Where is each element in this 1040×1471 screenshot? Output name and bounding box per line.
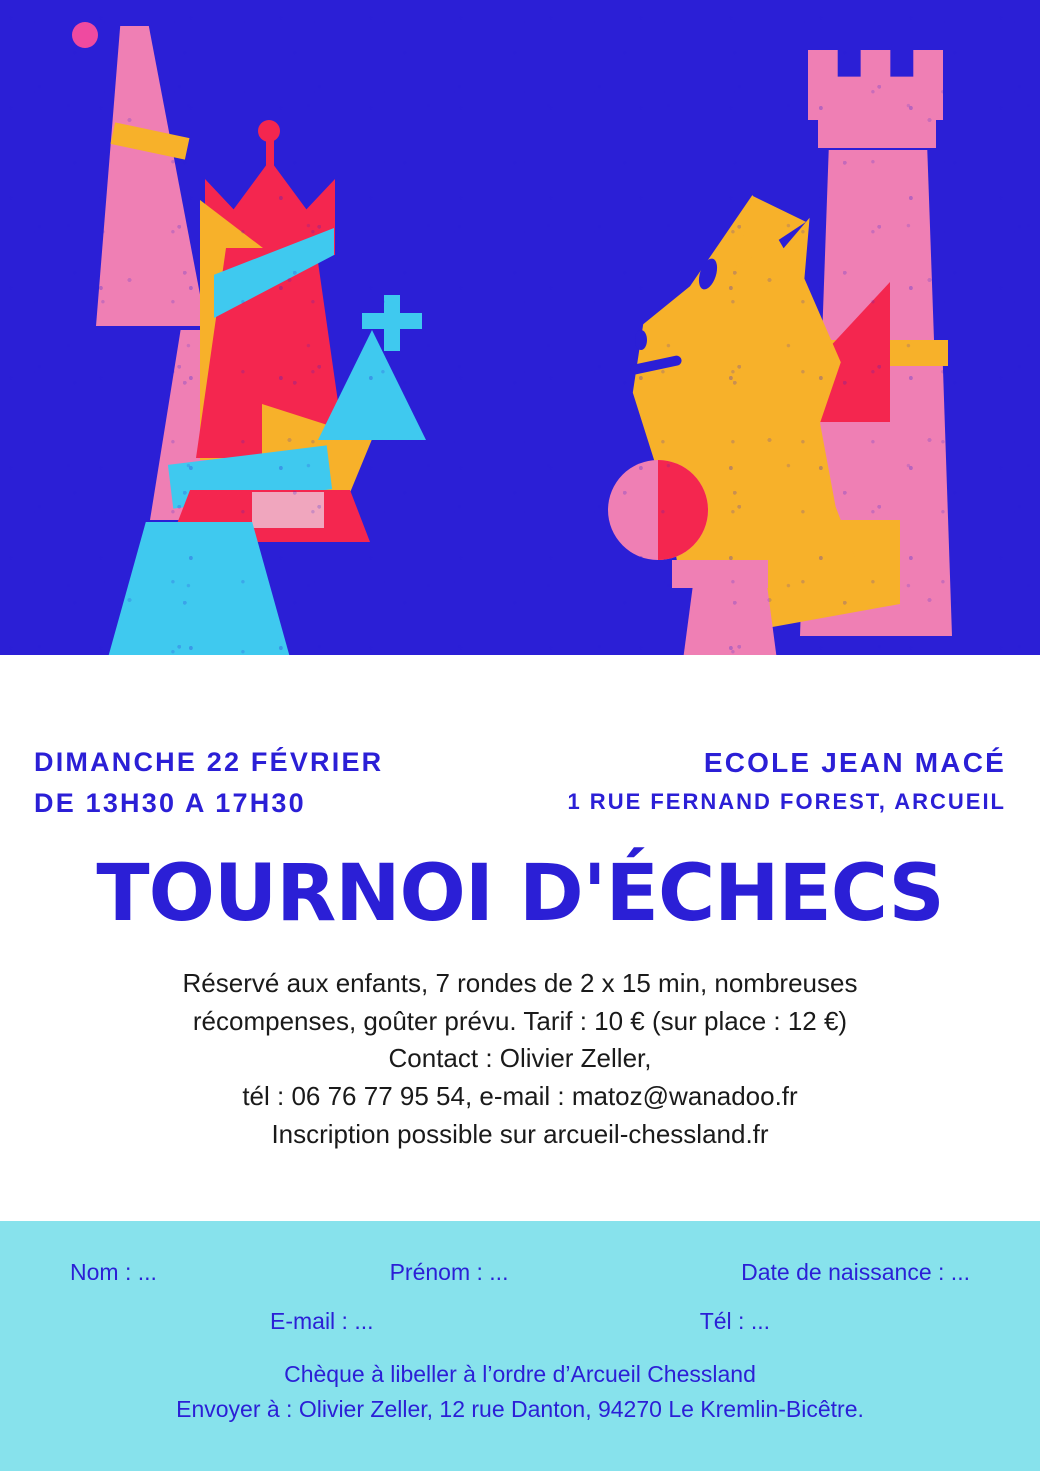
page-title: TOURNOI D'ÉCHECS	[96, 849, 944, 939]
description-line-4: tél : 06 76 77 95 54, e-mail : matoz@wanadoo.fr	[242, 1081, 798, 1112]
rook-crenellation-icon	[808, 50, 943, 120]
pink-strip-shape	[252, 492, 324, 528]
poster-artwork	[0, 0, 1040, 655]
pawn-body-shape	[678, 588, 782, 655]
knight-nostril-shape	[635, 330, 647, 350]
poster-info	[0, 655, 1040, 1221]
pawn-neck-shape	[672, 560, 768, 588]
event-date-block	[34, 747, 383, 819]
description-line-3: Contact : Olivier Zeller,	[388, 1043, 652, 1074]
description-line-1: Réservé aux enfants, 7 rondes de 2 x 15 min, nombreuses	[182, 968, 858, 998]
bishop-body-shape	[96, 26, 206, 326]
rook-neck-shape	[818, 120, 936, 148]
field-email[interactable]: E-mail : ...	[270, 1308, 374, 1334]
description-line-2: récompenses, goûter prévu. Tarif : 10 € (sur place : 12 €)	[192, 1005, 848, 1036]
event-description	[0, 965, 1040, 1153]
form-row-2	[0, 1308, 1040, 1335]
cheque-instruction: Chèque à libeller à l’ordre d’Arcueil Chessland	[284, 1361, 756, 1387]
field-prenom[interactable]: Prénom : ...	[389, 1259, 509, 1285]
field-nom[interactable]: Nom : ...	[70, 1259, 157, 1285]
venue-address: 1 RUE FERNAND FOREST, ARCUEIL	[567, 789, 1006, 814]
venue-name: ECOLE JEAN MACÉ	[703, 747, 1006, 778]
event-date-line-2: DE 13H30 A 17H30	[34, 788, 306, 818]
queen-knob-icon	[72, 22, 98, 48]
event-venue-block	[567, 747, 1006, 815]
form-row-1	[0, 1259, 1040, 1286]
registration-form	[0, 1221, 1040, 1471]
bishop-cross-icon-bar	[362, 313, 422, 329]
field-date-naissance[interactable]: Date de naissance : ...	[741, 1259, 970, 1285]
mailing-address: Envoyer à : Olivier Zeller, 12 rue Danton, 94270 Le Kremlin-Bicêtre.	[176, 1395, 864, 1422]
form-footer	[0, 1357, 1040, 1426]
event-date-line-1: DIMANCHE 22 FÉVRIER	[34, 747, 384, 777]
field-tel[interactable]: Tél : ...	[699, 1308, 770, 1334]
header-row	[0, 747, 1040, 819]
description-line-5: Inscription possible sur arcueil-chessland.fr	[271, 1118, 769, 1149]
